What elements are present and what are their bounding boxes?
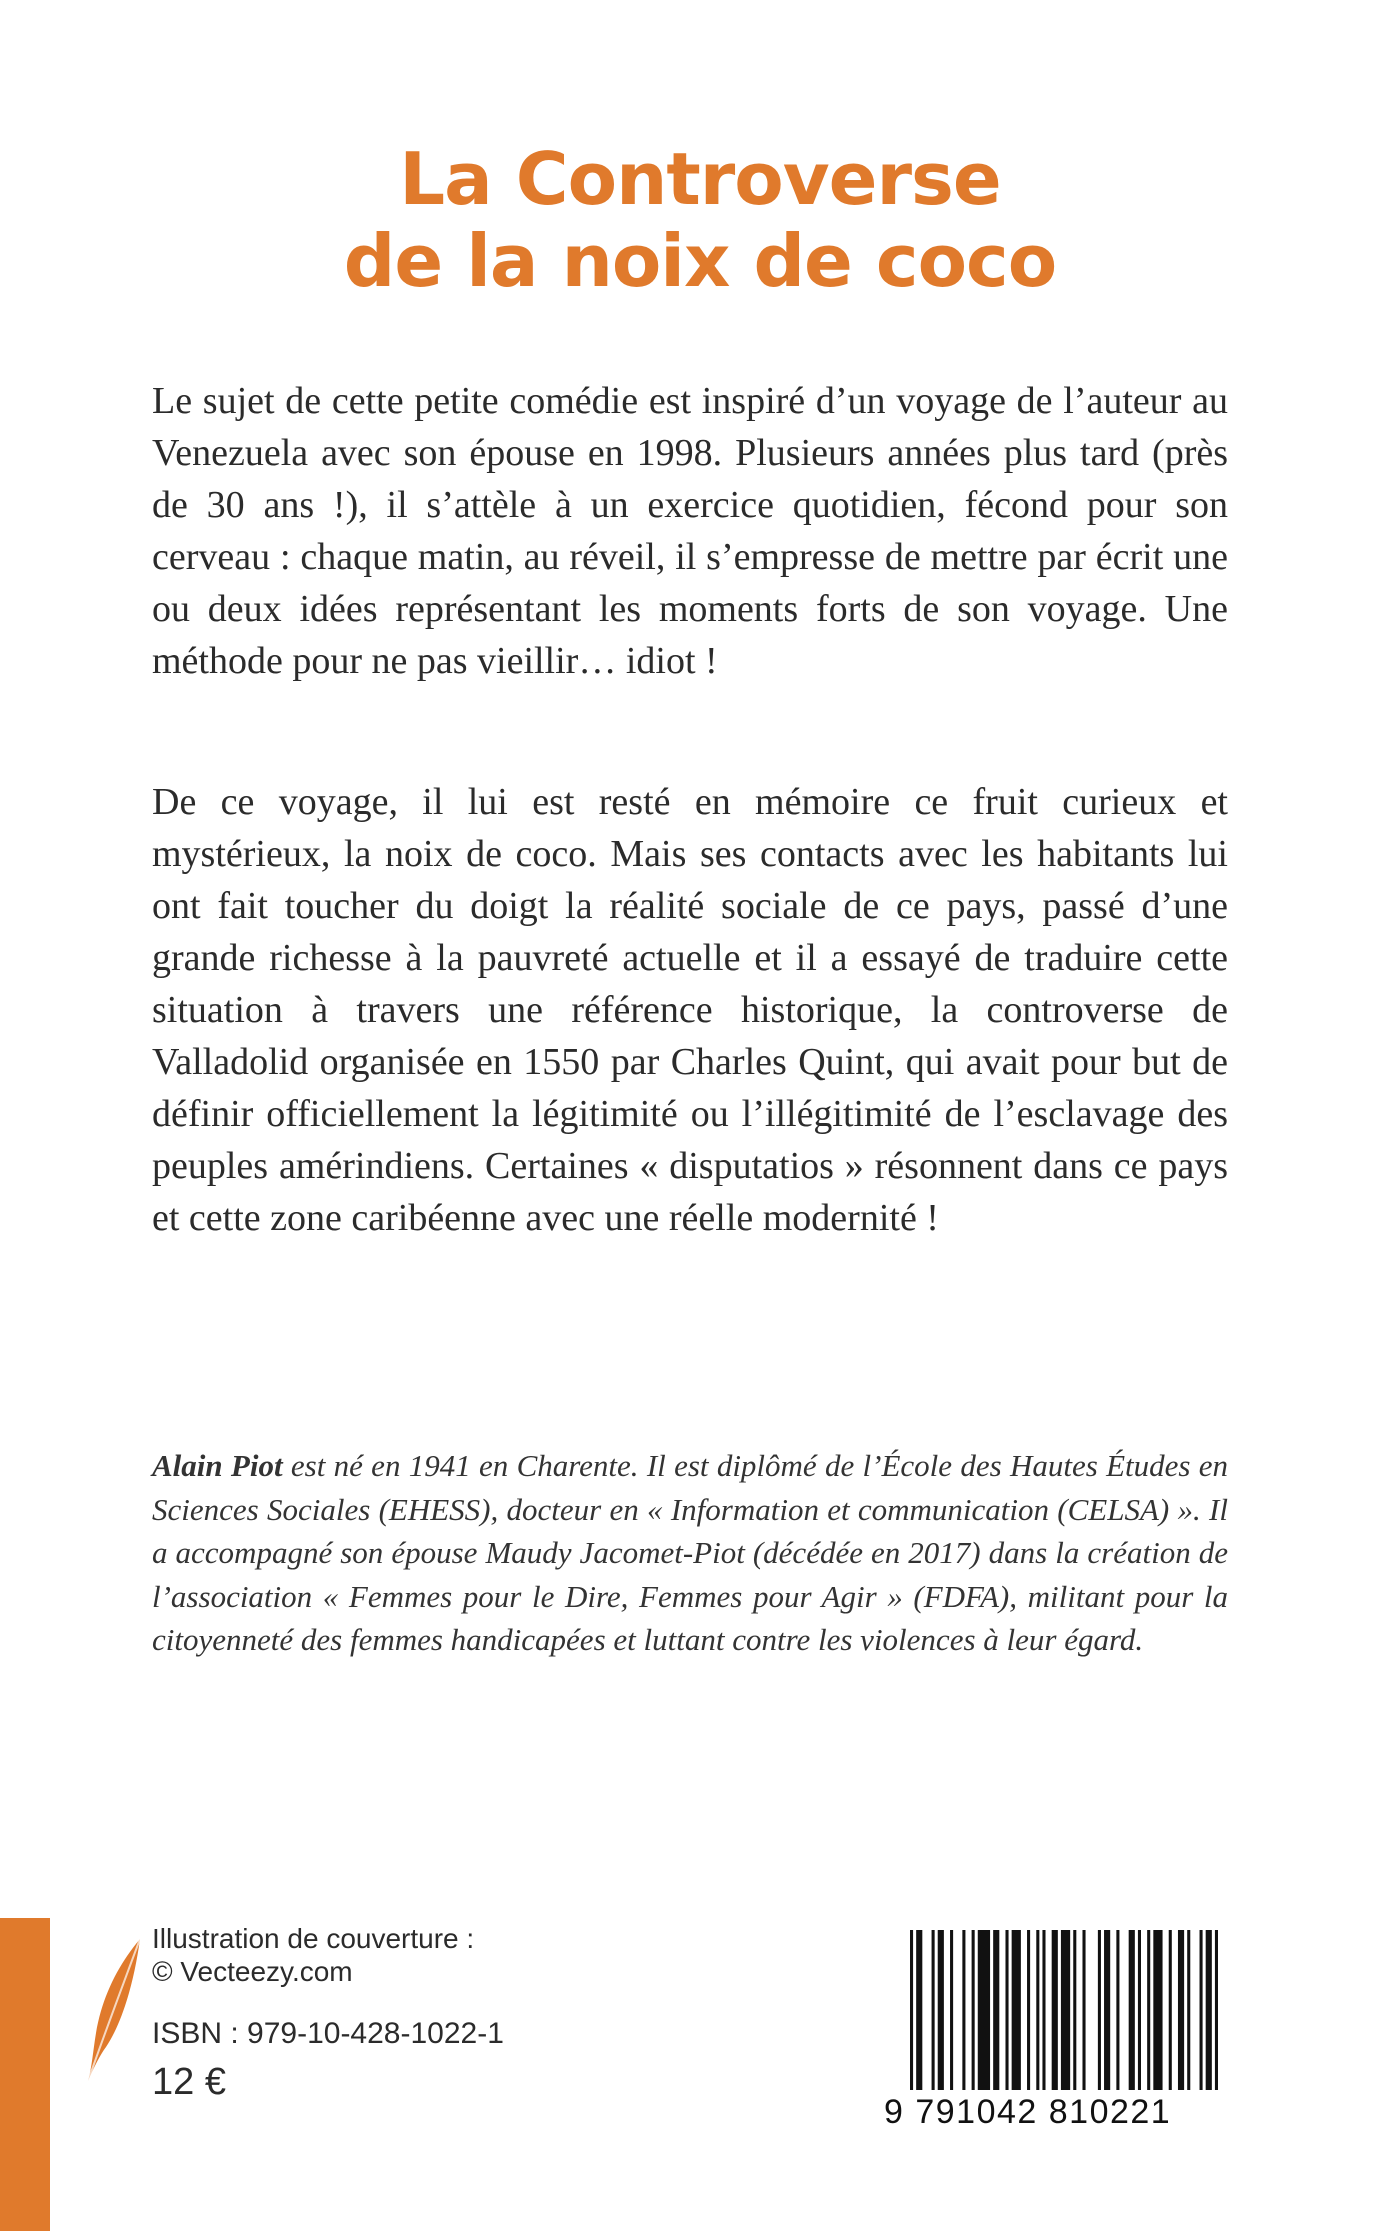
summary-paragraph-2: De ce voyage, il lui est resté en mémoire ce fruit curieux et mystérieux, la noix de coco. Mais ses contacts avec les habitants lui ont fait toucher du doigt la réalité sociale de ce pays, passé d’une grande richesse à la pauvreté actuelle et il a essayé de traduire cette situation à travers une référence historique, la controverse de Valladolid organisée en 1550 par Charles Quint, qui avait pour but de définir officiellement la légitimité ou l’illégitimité de l’esclavage des peuples amérindiens. Certaines « disputatios » résonnent dans ce pays et cette zone caribéenne avec une réelle modernité ! xyxy=(152,781,1228,1239)
barcode-bar xyxy=(1206,1930,1212,2090)
barcode-bar xyxy=(1052,1930,1058,2090)
author-bio xyxy=(152,1444,1228,1662)
feather-icon xyxy=(82,1935,146,2085)
price: 12 € xyxy=(152,2061,226,2103)
summary-paragraph-1: Le sujet de cette petite comédie est inspiré d’un voyage de l’auteur au Venezuela avec son épouse en 1998. Plusieurs années plus tard (près de 30 ans !), il s’attèle à un exercice quotidien, fécond pour son cerveau : chaque matin, au réveil, il s’empresse de mettre par écrit une ou deux idées représentant les moments forts de son voyage. Une méthode pour ne pas vieillir… idiot ! xyxy=(152,380,1228,682)
barcode-bar xyxy=(1036,1930,1039,2090)
barcode-bar xyxy=(972,1930,975,2090)
barcode-bar xyxy=(1073,1930,1076,2090)
barcode-bar xyxy=(993,1930,999,2090)
illustration-label: Illustration de couverture : xyxy=(152,1923,475,1954)
barcode-bar xyxy=(910,1930,913,2090)
barcode-bar xyxy=(1153,1930,1162,2090)
illustration-source: © Vecteezy.com xyxy=(152,1956,353,1987)
barcode-bar xyxy=(1147,1930,1150,2090)
barcode-bar xyxy=(950,1930,953,2090)
barcode-bar xyxy=(978,1930,990,2090)
barcode-bar xyxy=(1178,1930,1184,2090)
barcode-bar xyxy=(1138,1930,1141,2090)
barcode-bar xyxy=(916,1930,922,2090)
barcode-bar xyxy=(1061,1930,1070,2090)
barcode-bar xyxy=(1098,1930,1101,2090)
barcode-bar xyxy=(938,1930,944,2090)
barcode-bar xyxy=(932,1930,935,2090)
barcode-bar xyxy=(1200,1930,1203,2090)
title-line-1: La Controverse xyxy=(399,137,1001,222)
barcode-bar xyxy=(1215,1930,1218,2090)
barcode-number: 9 791042 810221 xyxy=(884,2093,1172,2131)
barcode-bar xyxy=(1082,1930,1085,2090)
barcode-bar xyxy=(1169,1930,1172,2090)
accent-side-bar xyxy=(0,1918,50,2231)
barcode-icon xyxy=(910,1930,1218,2090)
book-title xyxy=(0,138,1400,302)
title-line-2: de la noix de coco xyxy=(343,219,1057,304)
barcode-bar xyxy=(1005,1930,1008,2090)
illustration-credit xyxy=(152,1922,474,1988)
barcode-bar xyxy=(1012,1930,1021,2090)
barcode-bar xyxy=(962,1930,965,2090)
barcode-bar xyxy=(1116,1930,1119,2090)
barcode-bar xyxy=(1042,1930,1045,2090)
barcode-bar xyxy=(1187,1930,1190,2090)
barcode-bar xyxy=(1104,1930,1110,2090)
author-name: Alain Piot xyxy=(152,1448,283,1483)
isbn: ISBN : 979-10-428-1022-1 xyxy=(152,2017,504,2050)
barcode-bar xyxy=(1027,1930,1030,2090)
author-bio-text: est né en 1941 en Charente. Il est diplômé de l’École des Hautes Études en Sciences Sociales (EHESS), docteur en « Information et communication (CELSA) ». Il a accompagné son épouse Maudy Jacomet-Piot (décédée en 2017) dans la création de l’association « Femmes pour le Dire, Femmes pour Agir » (FDFA), militant pour la citoyenneté des femmes handicapées et luttant contre les violences à leur égard. xyxy=(152,1448,1228,1657)
barcode-bar xyxy=(1129,1930,1135,2090)
